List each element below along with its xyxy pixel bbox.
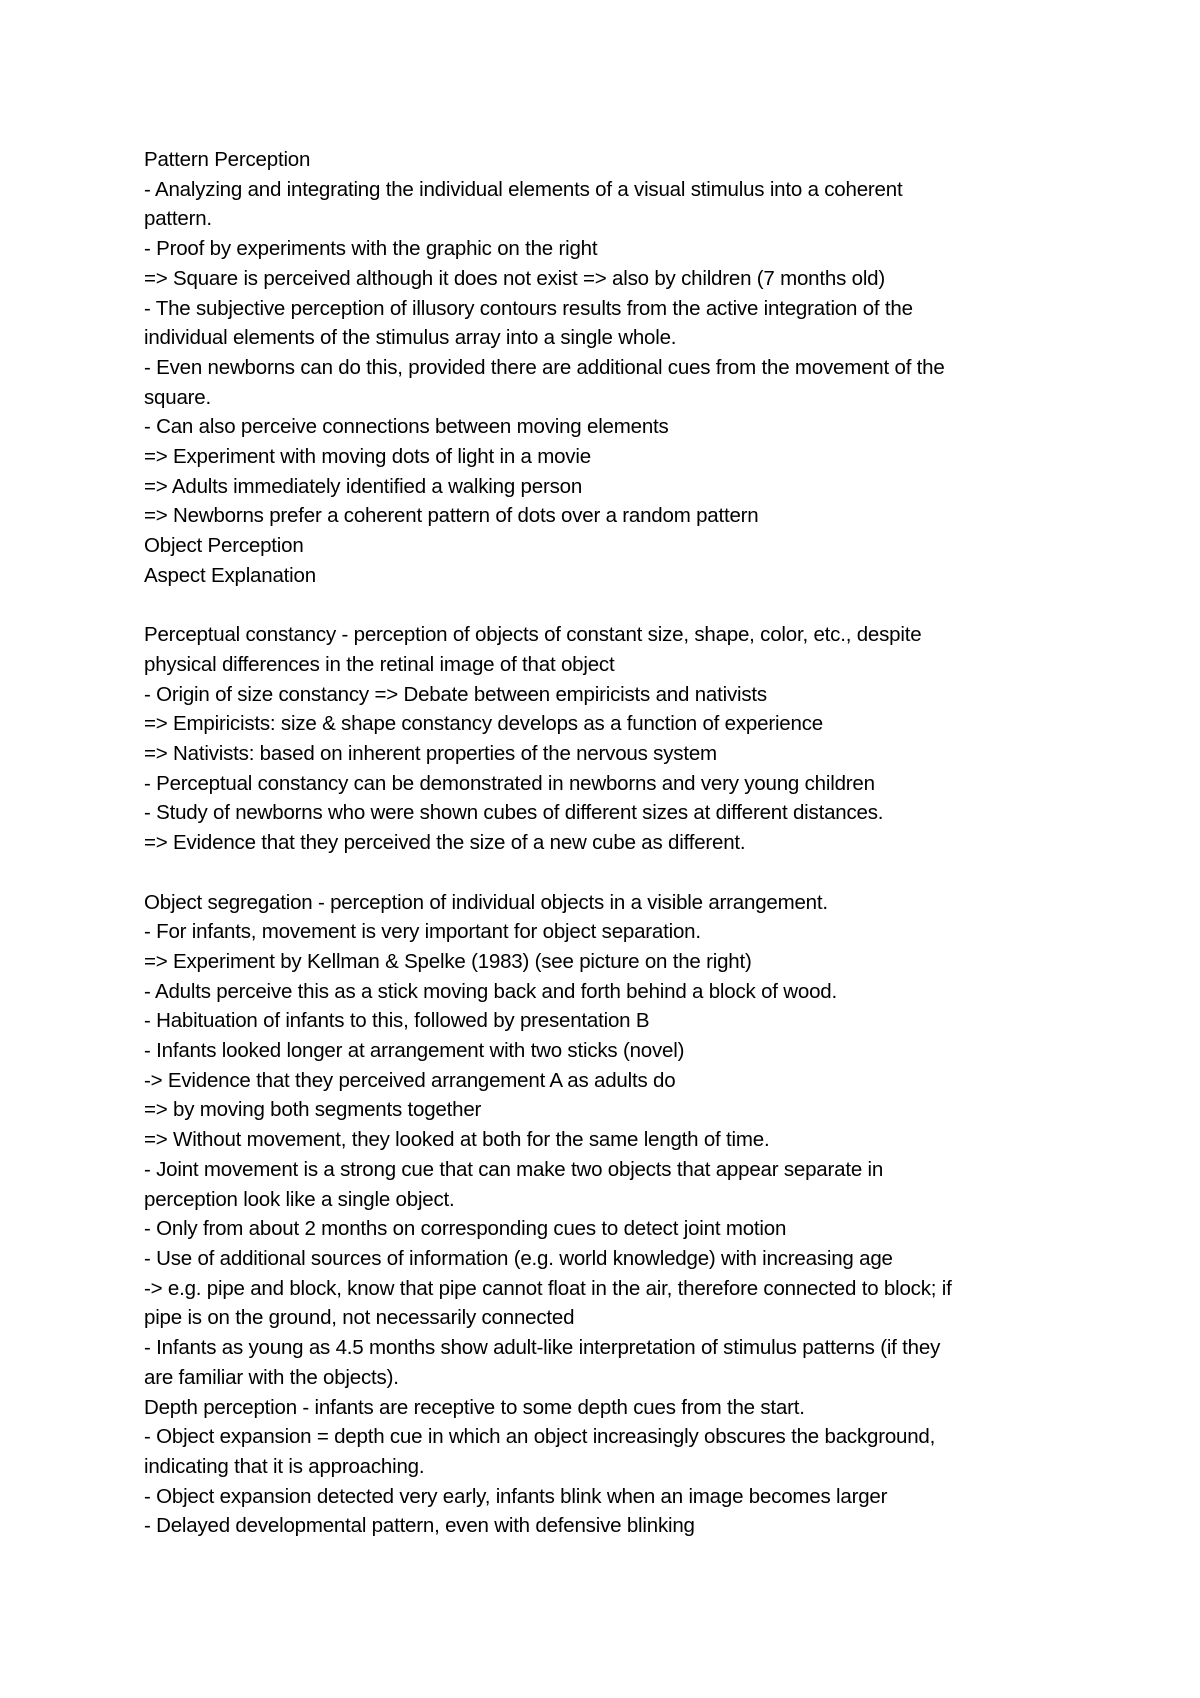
text-line: => Experiment by Kellman & Spelke (1983) (see picture on the right) bbox=[144, 949, 752, 973]
text-line: => Evidence that they perceived the size of a new cube as different. bbox=[144, 831, 746, 855]
text-line: - Delayed developmental pattern, even with defensive blinking bbox=[144, 1514, 695, 1538]
text-line: -> e.g. pipe and block, know that pipe cannot float in the air, therefore connected to block; if bbox=[144, 1276, 952, 1300]
text-line: => Experiment with moving dots of light in a movie bbox=[144, 445, 591, 469]
text-line: - Even newborns can do this, provided there are additional cues from the movement of the bbox=[144, 355, 945, 379]
text-line: - Infants as young as 4.5 months show adult-like interpretation of stimulus patterns (if they bbox=[144, 1336, 941, 1360]
text-line: - Adults perceive this as a stick moving back and forth behind a block of wood. bbox=[144, 979, 837, 1003]
text-line: - Infants looked longer at arrangement with two sticks (novel) bbox=[144, 1039, 685, 1063]
text-line: indicating that it is approaching. bbox=[144, 1454, 425, 1478]
section-heading-pattern-perception: Pattern Perception bbox=[144, 148, 311, 171]
text-line: => Square is perceived although it does not exist => also by children (7 months old) bbox=[144, 266, 886, 290]
text-line: - Habituation of infants to this, followed by presentation B bbox=[144, 1009, 650, 1033]
text-line: - Object expansion detected very early, infants blink when an image becomes larger bbox=[144, 1484, 888, 1508]
text-line: - For infants, movement is very important for object separation. bbox=[144, 920, 701, 944]
text-line: square. bbox=[144, 385, 211, 409]
text-line: - Origin of size constancy => Debate between empiricists and nativists bbox=[144, 682, 767, 706]
text-line: pipe is on the ground, not necessarily connected bbox=[144, 1306, 575, 1330]
text-line: - Joint movement is a strong cue that can make two objects that appear separate in bbox=[144, 1157, 884, 1181]
text-line: Object segregation - perception of individual objects in a visible arrangement. bbox=[144, 890, 828, 914]
text-line: - Can also perceive connections between moving elements bbox=[144, 415, 669, 439]
text-line: - Proof by experiments with the graphic on the right bbox=[144, 237, 598, 261]
text-line: - Analyzing and integrating the individual elements of a visual stimulus into a coherent bbox=[144, 177, 903, 201]
blank-line bbox=[144, 591, 1064, 621]
text-line: physical differences in the retinal image of that object bbox=[144, 652, 615, 676]
text-line: => Without movement, they looked at both for the same length of time. bbox=[144, 1128, 770, 1152]
text-line: - Perceptual constancy can be demonstrated in newborns and very young children bbox=[144, 771, 875, 795]
text-line: are familiar with the objects). bbox=[144, 1365, 399, 1389]
text-line: Depth perception - infants are receptive to some depth cues from the start. bbox=[144, 1395, 805, 1419]
section-heading-object-perception: Object Perception bbox=[144, 534, 304, 558]
text-line: => Newborns prefer a coherent pattern of dots over a random pattern bbox=[144, 504, 759, 528]
table-header-line: Aspect Explanation bbox=[144, 563, 316, 587]
text-line: => Adults immediately identified a walking person bbox=[144, 474, 583, 498]
document-body bbox=[144, 145, 1064, 1541]
text-line: individual elements of the stimulus array into a single whole. bbox=[144, 326, 677, 350]
text-line: - Only from about 2 months on corresponding cues to detect joint motion bbox=[144, 1217, 787, 1241]
text-line: perception look like a single object. bbox=[144, 1187, 455, 1211]
text-line: => Empiricists: size & shape constancy develops as a function of experience bbox=[144, 712, 823, 736]
text-line: => Nativists: based on inherent properties of the nervous system bbox=[144, 742, 717, 766]
text-line: -> Evidence that they perceived arrangement A as adults do bbox=[144, 1068, 676, 1092]
text-line: pattern. bbox=[144, 207, 212, 231]
text-line: => by moving both segments together bbox=[144, 1098, 482, 1122]
blank-line bbox=[144, 858, 1064, 888]
text-line: - Use of additional sources of information (e.g. world knowledge) with increasing age bbox=[144, 1246, 893, 1270]
text-line: Perceptual constancy - perception of objects of constant size, shape, color, etc., despite bbox=[144, 623, 922, 647]
text-line: - Object expansion = depth cue in which an object increasingly obscures the background, bbox=[144, 1425, 936, 1449]
text-line: - Study of newborns who were shown cubes of different sizes at different distances. bbox=[144, 801, 884, 825]
text-line: - The subjective perception of illusory contours results from the active integration of the bbox=[144, 296, 913, 320]
